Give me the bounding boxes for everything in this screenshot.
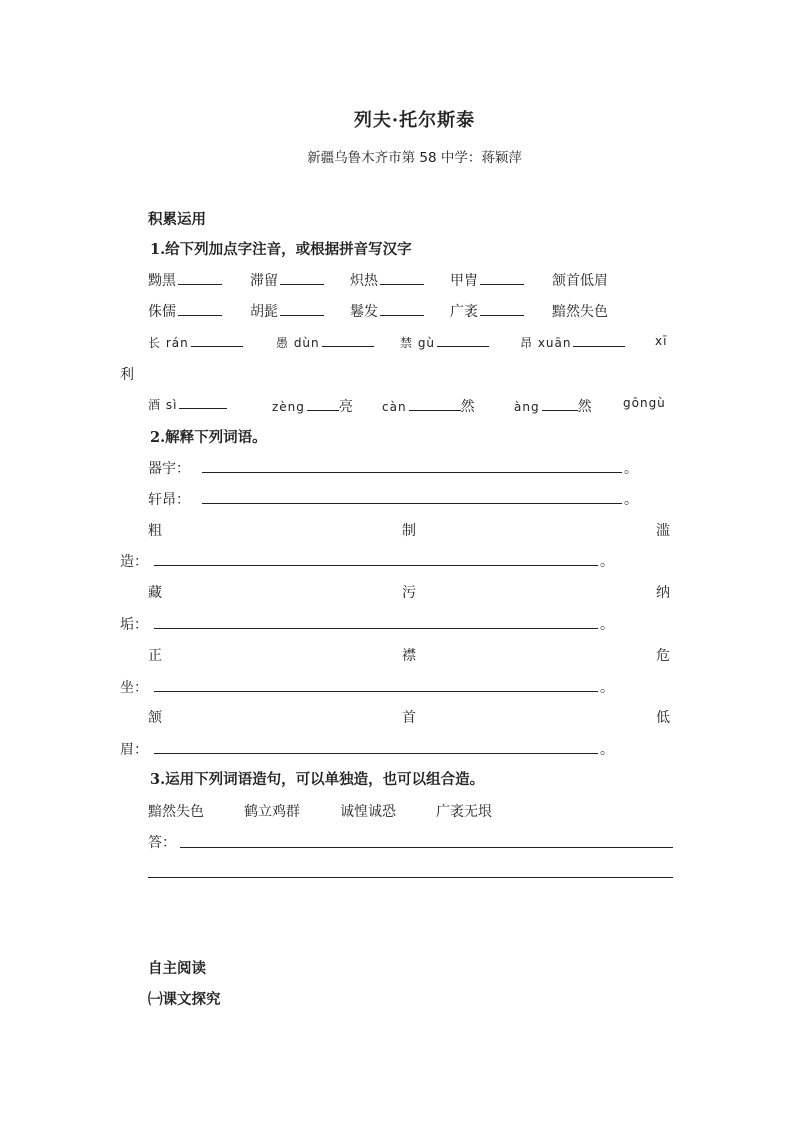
subsection-heading: ㈠课文探究 — [148, 991, 221, 1008]
q2-term: 轩昂： — [148, 492, 190, 508]
q1-wrap-char: 利 — [120, 367, 134, 383]
period: 。 — [600, 617, 614, 633]
period: 。 — [600, 680, 614, 696]
answer-line[interactable] — [154, 691, 598, 692]
q1-item: 黝黑 — [148, 270, 222, 290]
answer-line[interactable] — [202, 503, 622, 504]
q2-split-term: 粗 制 滥 — [148, 523, 670, 539]
page-subtitle: 新疆乌鲁木齐市第 58 中学：蒋颖萍 — [307, 150, 522, 166]
q2-term: 器宇： — [148, 461, 190, 477]
q1-item: 侏儒 — [148, 301, 222, 321]
section-heading-accumulate: 积累运用 — [148, 211, 206, 228]
period: 。 — [600, 554, 614, 570]
q1-item: 愚 dùn — [276, 334, 374, 351]
q1-item: 昂 xuān — [520, 334, 625, 351]
q1-item: 胡髭 — [250, 301, 324, 321]
q1-item: 颔首低眉 — [552, 273, 608, 289]
q1-item: 酒 sì — [148, 396, 227, 413]
q1-item: 禁 gù — [400, 334, 489, 351]
q2-split-tail: 坐： — [120, 680, 148, 696]
page-title: 列夫·托尔斯泰 — [353, 110, 476, 131]
q2-split-tail: 造： — [120, 554, 148, 570]
q1-item: 黯然失色 — [552, 304, 608, 320]
question-1-prompt: 1.给下列加点字注音，或根据拼音写汉字 — [150, 241, 412, 258]
q3-word: 鹤立鸡群 — [244, 804, 300, 820]
q1-item: càn 然 — [382, 399, 475, 415]
q1-item: xī — [655, 334, 668, 348]
q1-item: gōngù — [623, 396, 666, 410]
q1-item: zèng 亮 — [272, 399, 353, 415]
section-heading-reading: 自主阅读 — [148, 960, 206, 977]
q1-item: 滞留 — [250, 270, 324, 290]
q3-word: 诚惶诚恐 — [340, 804, 396, 820]
answer-line[interactable] — [148, 877, 673, 878]
q1-item: 炽热 — [350, 270, 424, 290]
answer-label: 答： — [148, 835, 176, 851]
q1-item: 长 rán — [148, 334, 243, 351]
answer-line[interactable] — [180, 847, 673, 848]
period: 。 — [624, 461, 638, 477]
answer-line[interactable] — [154, 628, 598, 629]
q1-item: àng 然 — [514, 399, 592, 415]
q2-split-term: 藏 污 纳 — [148, 585, 670, 601]
q2-split-tail: 垢： — [120, 617, 148, 633]
period: 。 — [600, 742, 614, 758]
period: 。 — [624, 492, 638, 508]
answer-line[interactable] — [154, 565, 598, 566]
q2-split-term: 颔 首 低 — [148, 710, 670, 726]
q3-word: 黯然失色 — [148, 804, 204, 820]
q1-item: 广袤 — [450, 301, 524, 321]
question-2-prompt: 2.解释下列词语。 — [150, 429, 267, 446]
q1-item: 甲胄 — [450, 270, 524, 290]
q2-split-term: 正 襟 危 — [148, 648, 670, 664]
question-3-prompt: 3.运用下列词语造句，可以单独造，也可以组合造。 — [150, 771, 485, 788]
answer-line[interactable] — [202, 472, 622, 473]
q3-word: 广袤无垠 — [436, 804, 492, 820]
q1-item: 鬈发 — [350, 301, 424, 321]
answer-line[interactable] — [154, 753, 598, 754]
q2-split-tail: 眉： — [120, 742, 148, 758]
